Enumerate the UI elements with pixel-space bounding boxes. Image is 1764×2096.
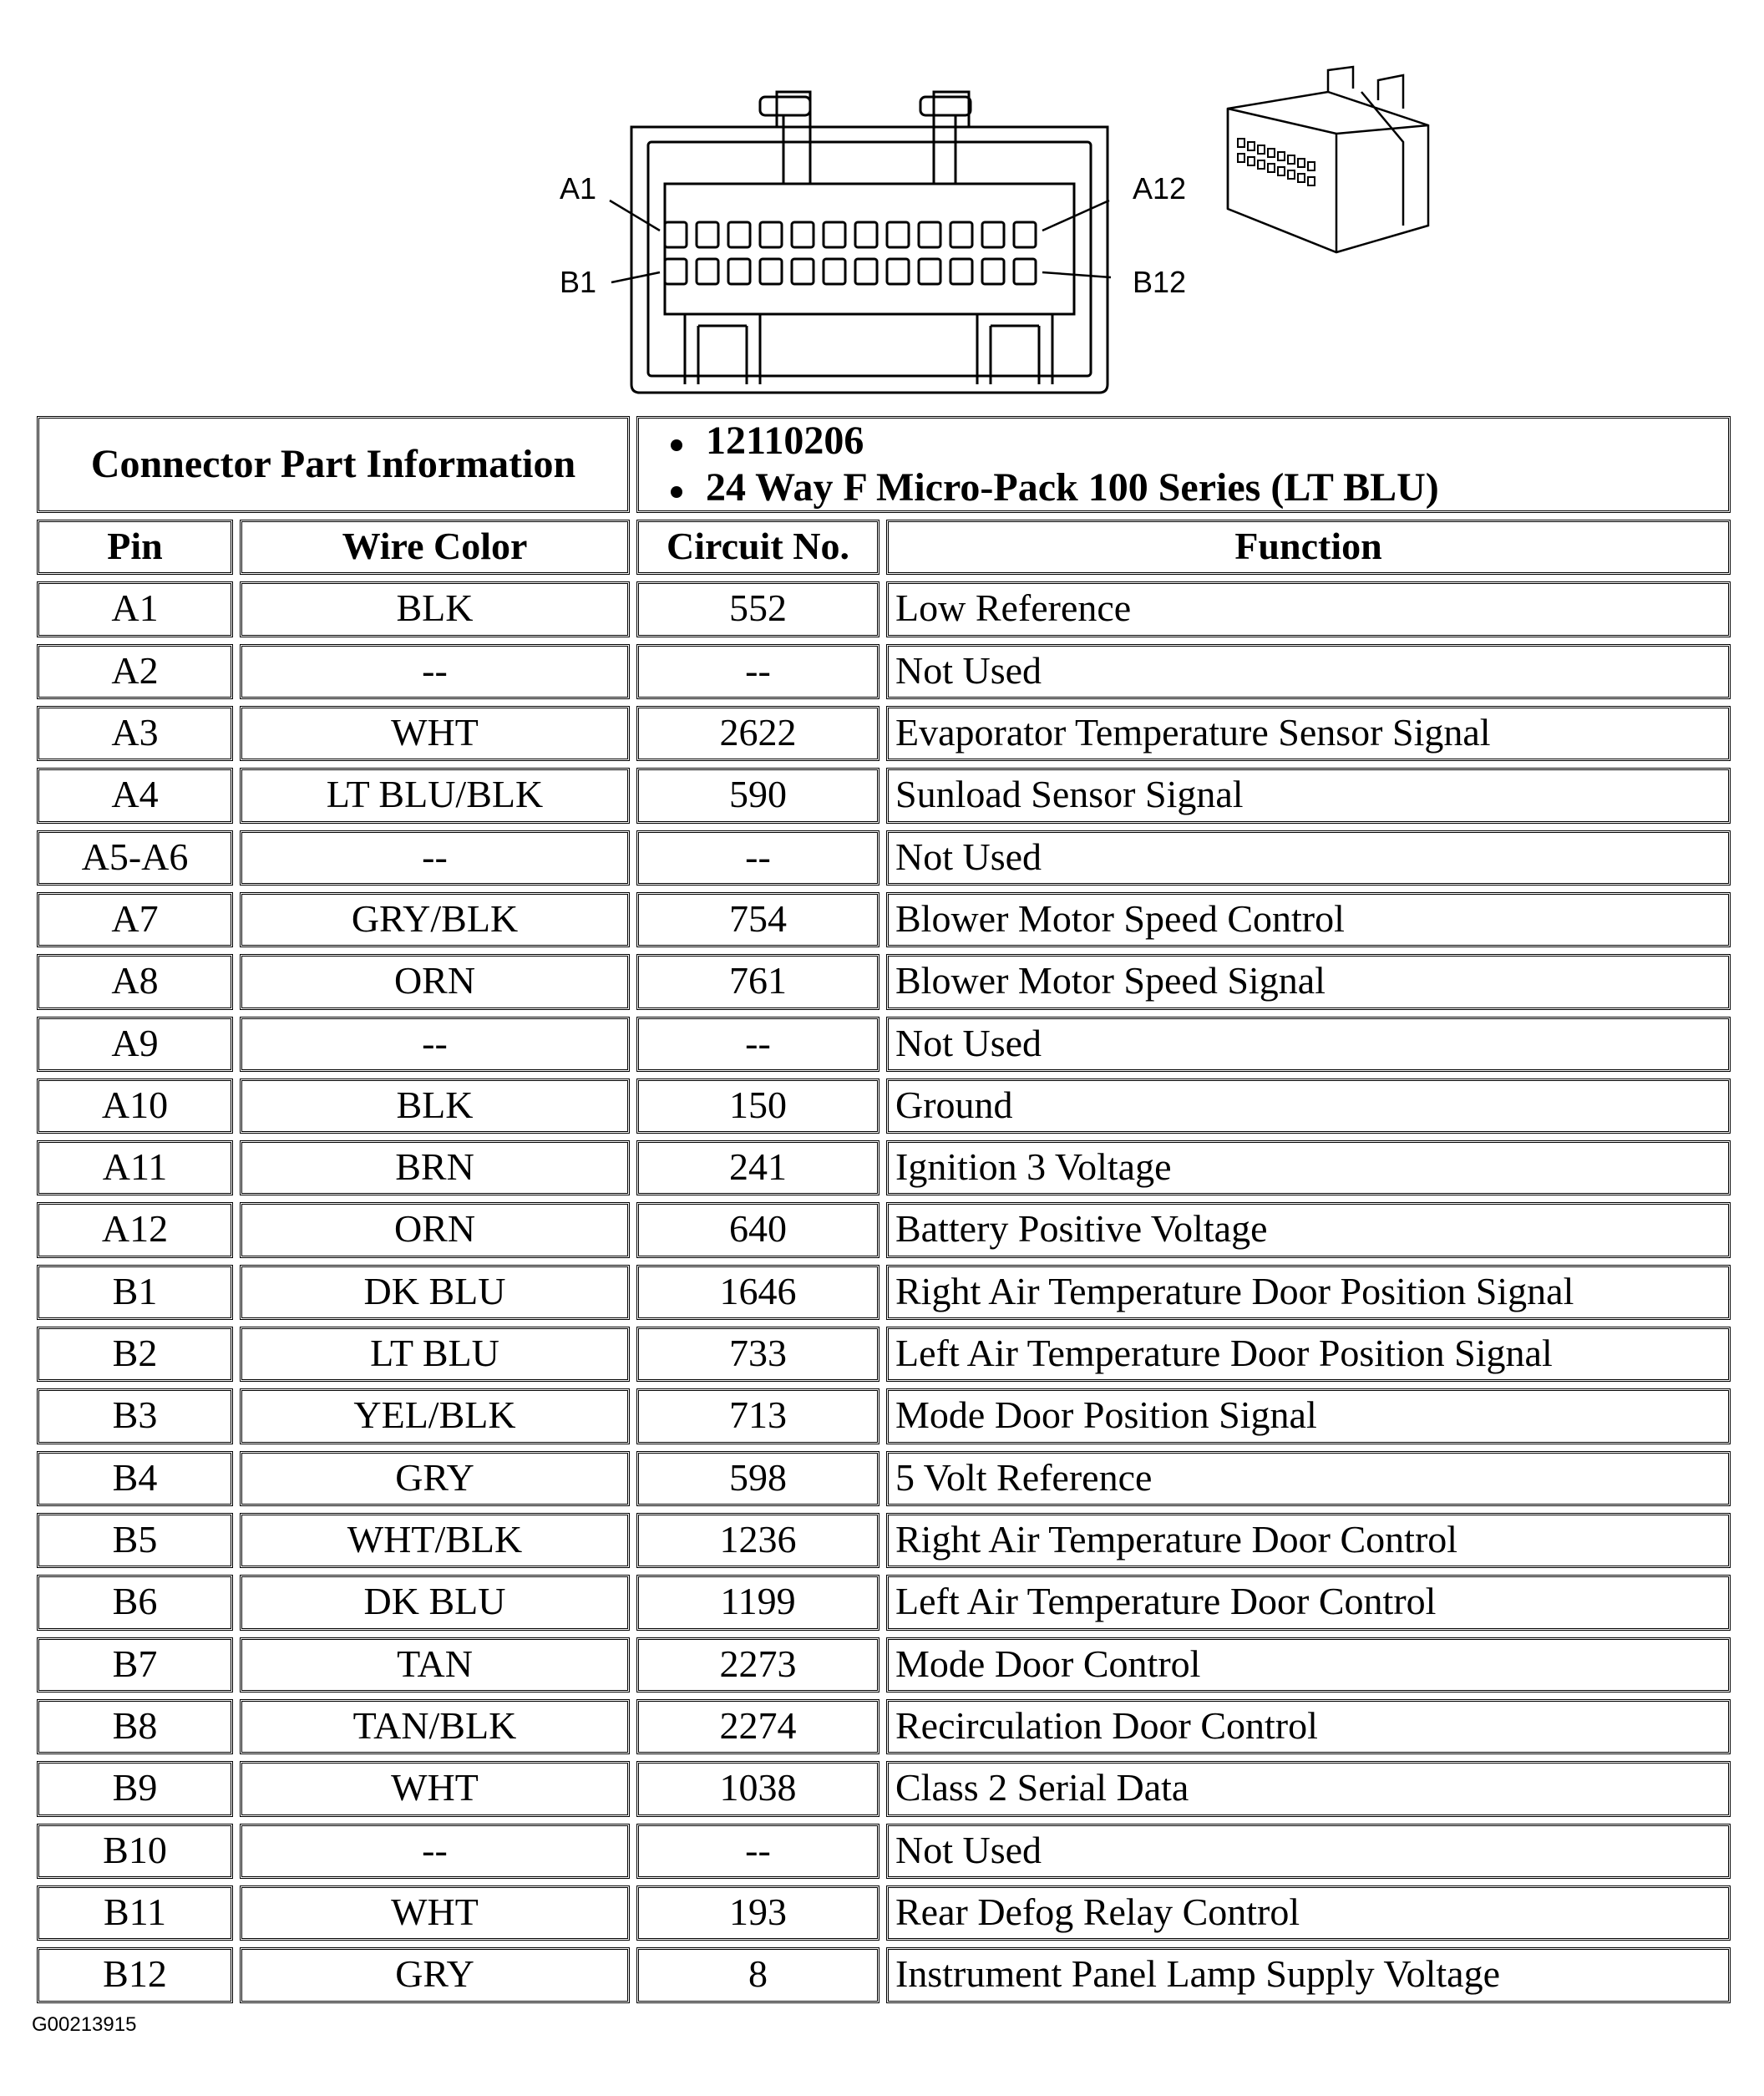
- wire-color-value: TAN/BLK: [240, 1699, 630, 1754]
- table-cell-circuit-no: [633, 1882, 883, 1944]
- table-cell-pin: [33, 764, 236, 826]
- table-cell-wire-color: [236, 1758, 633, 1819]
- circuit-no-value: 552: [636, 581, 879, 637]
- wire-color-value: --: [240, 644, 630, 699]
- table-cell-function: [883, 1448, 1734, 1510]
- pin-value: A12: [37, 1202, 233, 1257]
- pin-value: B1: [37, 1265, 233, 1320]
- table-cell-wire-color: [236, 827, 633, 889]
- table-cell-wire-color: [236, 1013, 633, 1075]
- table-cell-pin: [33, 1137, 236, 1199]
- table-cell-function: [883, 764, 1734, 826]
- figure-id: G00213915: [32, 2013, 137, 2036]
- circuit-no-value: 1038: [636, 1761, 879, 1816]
- connector-info-label-cell: [33, 413, 633, 516]
- table-cell-circuit-no: [633, 827, 883, 889]
- table-cell-wire-color: [236, 1075, 633, 1137]
- wire-color-value: DK BLU: [240, 1575, 630, 1630]
- header-pin: Pin: [33, 516, 236, 578]
- table-cell-function: [883, 1758, 1734, 1819]
- table-cell-function: [883, 889, 1734, 951]
- wire-color-value: DK BLU: [240, 1265, 630, 1320]
- table-cell-wire-color: [236, 1820, 633, 1882]
- table-cell-circuit-no: [633, 1634, 883, 1696]
- header-circuit-no: Circuit No.: [633, 516, 883, 578]
- table-cell-function: [883, 1385, 1734, 1447]
- connector-info-details-cell: [633, 413, 1734, 516]
- function-value: Not Used: [886, 1824, 1731, 1879]
- pin-value: B6: [37, 1575, 233, 1630]
- circuit-no-value: 640: [636, 1202, 879, 1257]
- wire-color-value: WHT: [240, 1885, 630, 1941]
- header-wire-color: Wire Color: [236, 516, 633, 578]
- table-cell-circuit-no: [633, 1137, 883, 1199]
- function-value: Mode Door Position Signal: [886, 1388, 1731, 1444]
- function-value: Recirculation Door Control: [886, 1699, 1731, 1754]
- table-cell-circuit-no: [633, 1696, 883, 1758]
- wire-color-value: WHT: [240, 706, 630, 761]
- circuit-no-value: 590: [636, 768, 879, 823]
- table-cell-circuit-no: [633, 1199, 883, 1261]
- table-cell-wire-color: [236, 1944, 633, 2006]
- table-cell-function: [883, 951, 1734, 1012]
- part-number: 12110206: [706, 419, 864, 463]
- table-cell-circuit-no: [633, 1448, 883, 1510]
- circuit-no-value: 193: [636, 1885, 879, 1941]
- table-cell-pin: [33, 951, 236, 1012]
- pin-value: B7: [37, 1637, 233, 1693]
- table-cell-pin: [33, 1944, 236, 2006]
- table-cell-wire-color: [236, 1882, 633, 1944]
- function-value: Class 2 Serial Data: [886, 1761, 1731, 1816]
- connector-isometric-illustration: [1211, 58, 1462, 267]
- pin-value: A11: [37, 1140, 233, 1195]
- table-cell-wire-color: [236, 1137, 633, 1199]
- table-cell-wire-color: [236, 1323, 633, 1385]
- pin-value: B2: [37, 1327, 233, 1382]
- function-value: 5 Volt Reference: [886, 1451, 1731, 1506]
- table-cell-wire-color: [236, 578, 633, 640]
- function-value: Left Air Temperature Door Control: [886, 1575, 1731, 1630]
- table-cell-pin: [33, 1261, 236, 1323]
- wire-color-value: BLK: [240, 1078, 630, 1134]
- pin-value: A10: [37, 1078, 233, 1134]
- table-cell-function: [883, 1075, 1734, 1137]
- circuit-no-value: 2622: [636, 706, 879, 761]
- table-cell-function: [883, 1261, 1734, 1323]
- table-cell-wire-color: [236, 1261, 633, 1323]
- circuit-no-value: 2274: [636, 1699, 879, 1754]
- circuit-no-value: 1199: [636, 1575, 879, 1630]
- table-cell-wire-color: [236, 889, 633, 951]
- pin-value: A9: [37, 1017, 233, 1072]
- table-cell-circuit-no: [633, 1944, 883, 2006]
- table-cell-circuit-no: [633, 1571, 883, 1633]
- circuit-no-value: 733: [636, 1327, 879, 1382]
- wire-color-value: GRY: [240, 1947, 630, 2002]
- circuit-no-value: 1646: [636, 1265, 879, 1320]
- pin-value: B4: [37, 1451, 233, 1506]
- table-cell-function: [883, 827, 1734, 889]
- function-value: Not Used: [886, 830, 1731, 886]
- pin-value: B3: [37, 1388, 233, 1444]
- table-cell-pin: [33, 827, 236, 889]
- function-value: Evaporator Temperature Sensor Signal: [886, 706, 1731, 761]
- table-cell-wire-color: [236, 764, 633, 826]
- table-cell-function: [883, 1199, 1734, 1261]
- circuit-no-value: 1236: [636, 1513, 879, 1568]
- table-cell-function: [883, 578, 1734, 640]
- table-cell-wire-color: [236, 1448, 633, 1510]
- table-cell-function: [883, 1323, 1734, 1385]
- table-cell-wire-color: [236, 1385, 633, 1447]
- table-cell-function: [883, 1510, 1734, 1571]
- wire-color-value: --: [240, 830, 630, 886]
- circuit-no-value: 241: [636, 1140, 879, 1195]
- circuit-no-value: 761: [636, 954, 879, 1009]
- function-value: Right Air Temperature Door Position Signal: [886, 1265, 1731, 1320]
- table-cell-pin: [33, 641, 236, 703]
- table-cell-pin: [33, 889, 236, 951]
- circuit-no-value: --: [636, 644, 879, 699]
- function-value: Not Used: [886, 1017, 1731, 1072]
- table-cell-function: [883, 1820, 1734, 1882]
- wire-color-value: LT BLU/BLK: [240, 768, 630, 823]
- connector-info-label: Connector Part Information: [37, 416, 630, 513]
- pin-value: B12: [37, 1947, 233, 2002]
- table-cell-circuit-no: [633, 951, 883, 1012]
- table-cell-circuit-no: [633, 1261, 883, 1323]
- pin-value: A8: [37, 954, 233, 1009]
- table-cell-wire-color: [236, 1571, 633, 1633]
- pin-value: B9: [37, 1761, 233, 1816]
- wire-color-value: ORN: [240, 1202, 630, 1257]
- table-cell-circuit-no: [633, 578, 883, 640]
- function-value: Low Reference: [886, 581, 1731, 637]
- pin-value: A4: [37, 768, 233, 823]
- table-cell-circuit-no: [633, 1758, 883, 1819]
- pin-value: B10: [37, 1824, 233, 1879]
- function-value: Not Used: [886, 644, 1731, 699]
- pin-value: A2: [37, 644, 233, 699]
- wire-color-value: BLK: [240, 581, 630, 637]
- pin-value: B8: [37, 1699, 233, 1754]
- circuit-no-value: --: [636, 830, 879, 886]
- table-cell-pin: [33, 1448, 236, 1510]
- wire-color-value: WHT/BLK: [240, 1513, 630, 1568]
- function-value: Blower Motor Speed Control: [886, 892, 1731, 947]
- table-cell-circuit-no: [633, 1013, 883, 1075]
- pin-value: A1: [37, 581, 233, 637]
- circuit-no-value: 598: [636, 1451, 879, 1506]
- function-value: Left Air Temperature Door Position Signal: [886, 1327, 1731, 1382]
- table-cell-circuit-no: [633, 1385, 883, 1447]
- table-cell-pin: [33, 1634, 236, 1696]
- wire-color-value: LT BLU: [240, 1327, 630, 1382]
- pinout-table: [33, 413, 1734, 2010]
- table-cell-pin: [33, 1199, 236, 1261]
- table-cell-wire-color: [236, 951, 633, 1012]
- wire-color-value: WHT: [240, 1761, 630, 1816]
- function-value: Mode Door Control: [886, 1637, 1731, 1693]
- table-cell-circuit-no: [633, 1075, 883, 1137]
- table-cell-function: [883, 1571, 1734, 1633]
- circuit-no-value: 2273: [636, 1637, 879, 1693]
- wire-color-value: TAN: [240, 1637, 630, 1693]
- table-cell-pin: [33, 1385, 236, 1447]
- pin-value: A3: [37, 706, 233, 761]
- table-cell-pin: [33, 1758, 236, 1819]
- table-cell-circuit-no: [633, 641, 883, 703]
- table-cell-circuit-no: [633, 764, 883, 826]
- table-cell-circuit-no: [633, 1323, 883, 1385]
- pin-label-b12: B12: [1133, 265, 1187, 299]
- table-cell-wire-color: [236, 1634, 633, 1696]
- table-cell-wire-color: [236, 1199, 633, 1261]
- table-cell-wire-color: [236, 703, 633, 764]
- table-cell-pin: [33, 703, 236, 764]
- table-cell-function: [883, 641, 1734, 703]
- wire-color-value: GRY: [240, 1451, 630, 1506]
- function-value: Ground: [886, 1078, 1731, 1134]
- wire-color-value: YEL/BLK: [240, 1388, 630, 1444]
- circuit-no-value: 713: [636, 1388, 879, 1444]
- pin-value: A5-A6: [37, 830, 233, 886]
- table-cell-function: [883, 1013, 1734, 1075]
- wire-color-value: ORN: [240, 954, 630, 1009]
- pin-value: A7: [37, 892, 233, 947]
- function-value: Rear Defog Relay Control: [886, 1885, 1731, 1941]
- table-cell-wire-color: [236, 1696, 633, 1758]
- table-cell-function: [883, 1944, 1734, 2006]
- wire-color-value: --: [240, 1824, 630, 1879]
- table-cell-pin: [33, 1013, 236, 1075]
- connector-description: 24 Way F Micro-Pack 100 Series (LT BLU): [706, 465, 1439, 510]
- pin-label-a12: A12: [1133, 171, 1187, 206]
- function-value: Right Air Temperature Door Control: [886, 1513, 1731, 1568]
- table-cell-wire-color: [236, 1510, 633, 1571]
- function-value: Blower Motor Speed Signal: [886, 954, 1731, 1009]
- pin-value: B11: [37, 1885, 233, 1941]
- table-cell-circuit-no: [633, 889, 883, 951]
- circuit-no-value: --: [636, 1824, 879, 1879]
- table-cell-pin: [33, 578, 236, 640]
- function-value: Instrument Panel Lamp Supply Voltage: [886, 1947, 1731, 2002]
- pin-value: B5: [37, 1513, 233, 1568]
- table-cell-circuit-no: [633, 703, 883, 764]
- table-cell-pin: [33, 1820, 236, 1882]
- function-value: Ignition 3 Voltage: [886, 1140, 1731, 1195]
- table-cell-wire-color: [236, 641, 633, 703]
- wire-color-value: --: [240, 1017, 630, 1072]
- wire-color-value: BRN: [240, 1140, 630, 1195]
- circuit-no-value: 8: [636, 1947, 879, 2002]
- circuit-no-value: 150: [636, 1078, 879, 1134]
- table-cell-circuit-no: [633, 1510, 883, 1571]
- function-value: Sunload Sensor Signal: [886, 768, 1731, 823]
- table-cell-function: [883, 1137, 1734, 1199]
- circuit-no-value: --: [636, 1017, 879, 1072]
- table-cell-pin: [33, 1075, 236, 1137]
- table-cell-pin: [33, 1882, 236, 1944]
- wire-color-value: GRY/BLK: [240, 892, 630, 947]
- function-value: Battery Positive Voltage: [886, 1202, 1731, 1257]
- table-cell-pin: [33, 1510, 236, 1571]
- table-cell-function: [883, 703, 1734, 764]
- table-cell-circuit-no: [633, 1820, 883, 1882]
- table-cell-function: [883, 1634, 1734, 1696]
- table-cell-function: [883, 1882, 1734, 1944]
- circuit-no-value: 754: [636, 892, 879, 947]
- table-cell-pin: [33, 1323, 236, 1385]
- table-cell-pin: [33, 1571, 236, 1633]
- header-function: Function: [883, 516, 1734, 578]
- pin-label-a1: A1: [560, 171, 597, 206]
- pin-label-b1: B1: [560, 265, 597, 299]
- table-cell-function: [883, 1696, 1734, 1758]
- table-cell-pin: [33, 1696, 236, 1758]
